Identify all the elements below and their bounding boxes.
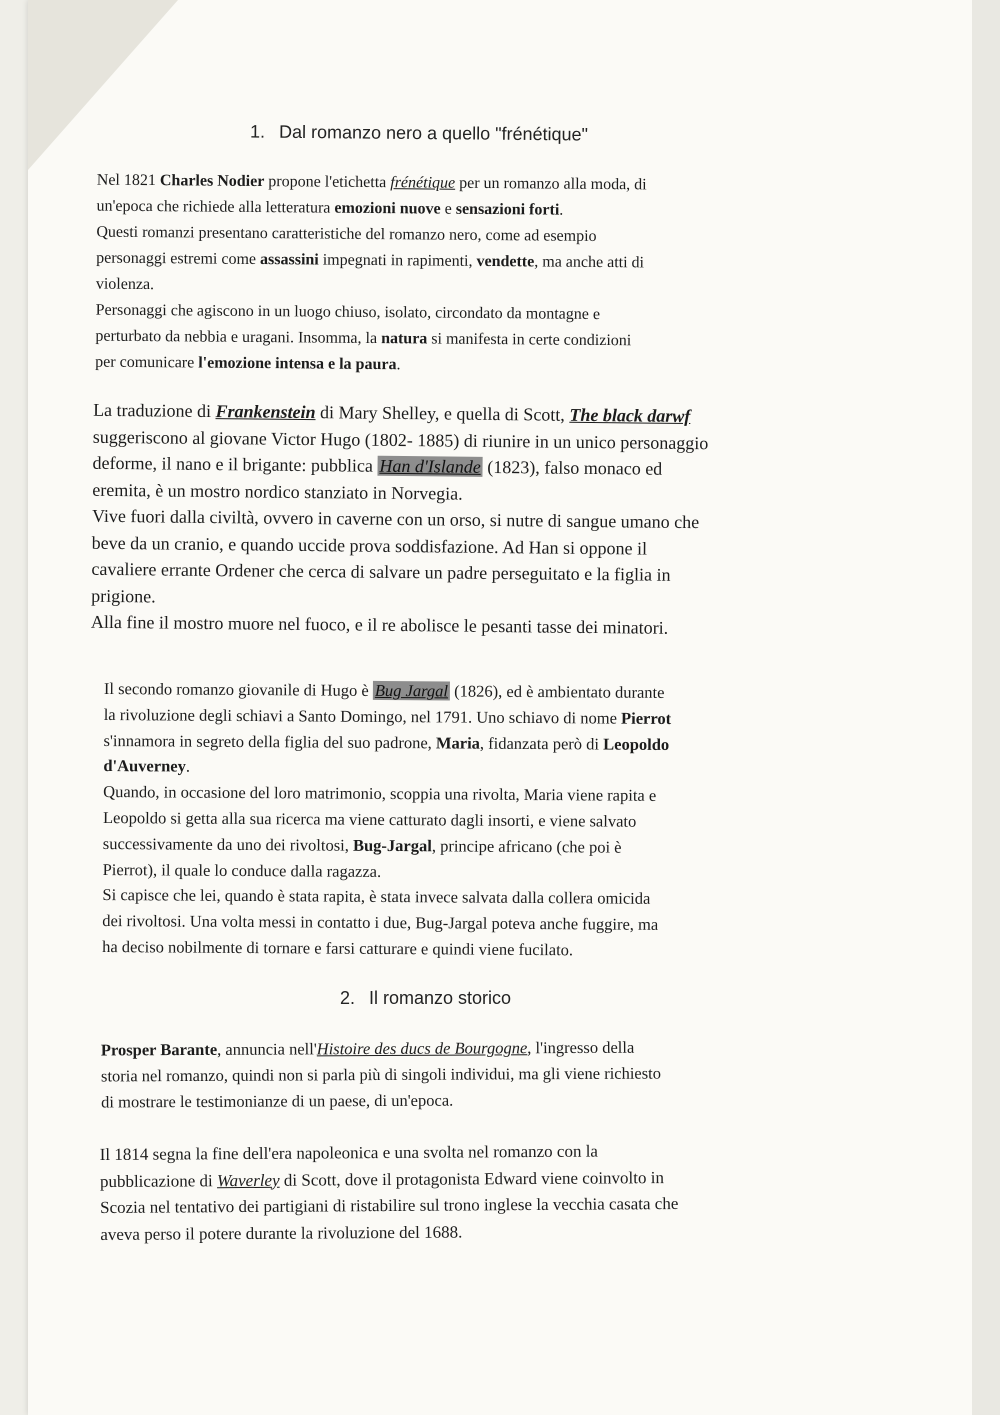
bold-term: natura: [381, 330, 428, 348]
text-run: per un romanzo alla moda, di: [455, 174, 647, 194]
text-run: di Scott, dove il protagonista Edward viene coinvolto in: [279, 1167, 664, 1190]
text-run: perturbato da nebbia e uragani. Insomma, la: [95, 327, 382, 348]
text-run: personaggi estremi come: [96, 249, 261, 269]
section-2-number: 2.: [340, 988, 356, 1008]
term-frenetique: frénétique: [390, 174, 456, 192]
character-name: Bug-Jargal: [352, 835, 432, 856]
text-run: e: [440, 200, 456, 218]
character-name: Pierrot: [621, 708, 672, 728]
paragraph-frenetique: [95, 168, 647, 381]
text-run: .: [559, 201, 564, 219]
text-run: .: [185, 756, 191, 777]
text-line: [104, 702, 672, 732]
text-run: successivamente da uno dei rivoltosi,: [102, 833, 354, 855]
title-bug-jargal: Bug Jargal: [374, 680, 449, 701]
paragraph-han-islande: [91, 397, 709, 642]
text-line: [100, 1164, 678, 1195]
text-line: [101, 1035, 661, 1064]
character-name: Leopoldo: [603, 734, 670, 754]
bold-term: emozioni nuove: [334, 199, 441, 218]
text-line: Personaggi che agiscono in un luogo chiuso, isolato, circondato da montagne e: [95, 301, 601, 323]
text-line: Alla fine il mostro muore nel fuoco, e il re abolisce le pesanti tasse dei minatori.: [90, 611, 669, 638]
title-waverley: Waverley: [216, 1170, 280, 1190]
bold-term: assassini: [260, 251, 319, 269]
title-han-d-islande: Han d'Islande: [379, 455, 481, 477]
author-name: Charles Nodier: [159, 172, 265, 191]
text-run: Il secondo romanzo giovanile di Hugo è: [103, 679, 373, 700]
scan-right-margin: [972, 0, 1000, 1415]
text-line: [103, 831, 671, 861]
character-name: d'Auverney: [103, 756, 186, 776]
text-run: pubblicazione di: [99, 1170, 218, 1191]
text-line: Si capisce che lei, quando è stata rapita, è stata invece salvata dalla collera omicida: [102, 885, 651, 909]
title-frankenstein: Frankenstein: [215, 401, 316, 423]
text-line: Questi romanzi presentano caratteristiche del romanzo nero, come ad esempio: [96, 223, 597, 245]
text-run: La traduzione di: [93, 399, 216, 422]
section-2-heading: [340, 988, 511, 1009]
title-black-dwarf: The black darwf: [569, 404, 691, 427]
text-run: s'innamora in segreto della figlia del suo padrone,: [103, 730, 437, 752]
text-run: impegnati in rapimenti,: [318, 251, 477, 270]
character-name: Maria: [435, 732, 481, 753]
text-line: [95, 350, 645, 381]
text-run: .: [396, 356, 401, 374]
text-run: , ma anche atti di: [534, 253, 645, 272]
text-run: (1826), ed è ambientato durante: [449, 681, 665, 702]
text-run: per comunicare: [95, 353, 199, 372]
section-1-number: 1.: [249, 121, 266, 142]
text-line: [104, 676, 672, 706]
section-2-title: Il romanzo storico: [369, 988, 512, 1008]
text-line: [103, 728, 671, 758]
paragraph-waverley: [100, 1138, 679, 1248]
text-run: la rivoluzione degli schiavi a Santo Domingo, nel 1791. Uno schiavo di nome: [103, 704, 622, 728]
text-line: Leopoldo si getta alla sua ricerca ma viene catturato dagli insorti, e viene salvato: [102, 808, 637, 831]
text-line: Scozia nel tentativo dei partigiani di ristabilire sul trono inglese la vecchia casata che: [100, 1193, 679, 1218]
text-run: , principe africano (che poi è: [431, 836, 622, 857]
text-line: ha deciso nobilmente di tornare e farsi catturare e quindi viene fucilato.: [102, 936, 574, 960]
text-line: cavaliere errante Ordener che cerca di salvare un padre perseguitato e la figlia in: [91, 558, 671, 585]
text-line: aveva perso il potere durante la rivoluzione del 1688.: [100, 1221, 463, 1244]
text-line: dei rivoltosi. Una volta messi in contatto i due, Bug-Jargal poteva anche fuggire, ma: [102, 911, 659, 935]
bold-term: sensazioni forti: [455, 200, 560, 219]
text-line: storia nel romanzo, quindi non si parla più di singoli individui, ma gli viene richiesto: [100, 1063, 662, 1086]
text-line: Quando, in occasione del loro matrimonio, scoppia una rivolta, Maria viene rapita e: [103, 782, 657, 806]
text-run: (1823), falso monaco ed: [482, 456, 663, 479]
text-line: [103, 753, 671, 783]
text-line: beve da un cranio, e quando uccide prova soddisfazione. Ad Han si oppone il: [91, 532, 648, 559]
title-histoire-ducs: Histoire des ducs de Bourgogne: [316, 1038, 528, 1059]
scan-left-margin: [0, 0, 28, 1415]
text-run: deforme, il nano e il brigante: pubblica: [92, 452, 378, 476]
text-line: Vive fuori dalla civiltà, ovvero in caverne con un orso, si nutre di sangue umano che: [91, 505, 700, 533]
author-name: Prosper Barante: [100, 1039, 218, 1060]
text-line: Pierrot), il quale lo conduce dalla ragazza.: [102, 859, 382, 881]
folded-corner: [28, 0, 178, 170]
bold-term: vendette: [476, 252, 535, 271]
section-1-heading: [250, 122, 588, 146]
text-run: di Mary Shelley, e quella di Scott,: [315, 402, 570, 425]
text-run: Nel 1821: [96, 171, 160, 190]
text-line: violenza.: [95, 275, 155, 294]
text-run: , l'ingresso della: [527, 1037, 635, 1058]
text-line: [96, 246, 646, 277]
text-line: eremita, è un mostro nordico stanziato in Norvegia.: [92, 479, 463, 504]
text-line: prigione.: [91, 585, 156, 606]
bold-term: l'emozione intensa e la paura: [198, 354, 397, 374]
text-run: si manifesta in certe condizioni: [427, 330, 632, 350]
text-run: , annuncia nell': [217, 1039, 317, 1059]
text-run: un'epoca che richiede alla letteratura: [96, 197, 335, 217]
text-line: Il 1814 segna la fine dell'era napoleonica e una svolta nel romanzo con la: [99, 1141, 599, 1165]
paragraph-bug-jargal: [102, 676, 671, 964]
paragraph-barante: [101, 1035, 661, 1116]
text-run: propone l'etichetta: [264, 173, 391, 192]
text-run: , fidanzata però di: [479, 733, 604, 754]
section-1-title: Dal romanzo nero a quello "frénétique": [278, 121, 589, 145]
text-line: di mostrare le testimonianze di un paese, di un'epoca.: [101, 1090, 454, 1112]
text-line: suggeriscono al giovane Victor Hugo (1802- 1885) di riunire in un unico personaggio: [92, 426, 709, 453]
